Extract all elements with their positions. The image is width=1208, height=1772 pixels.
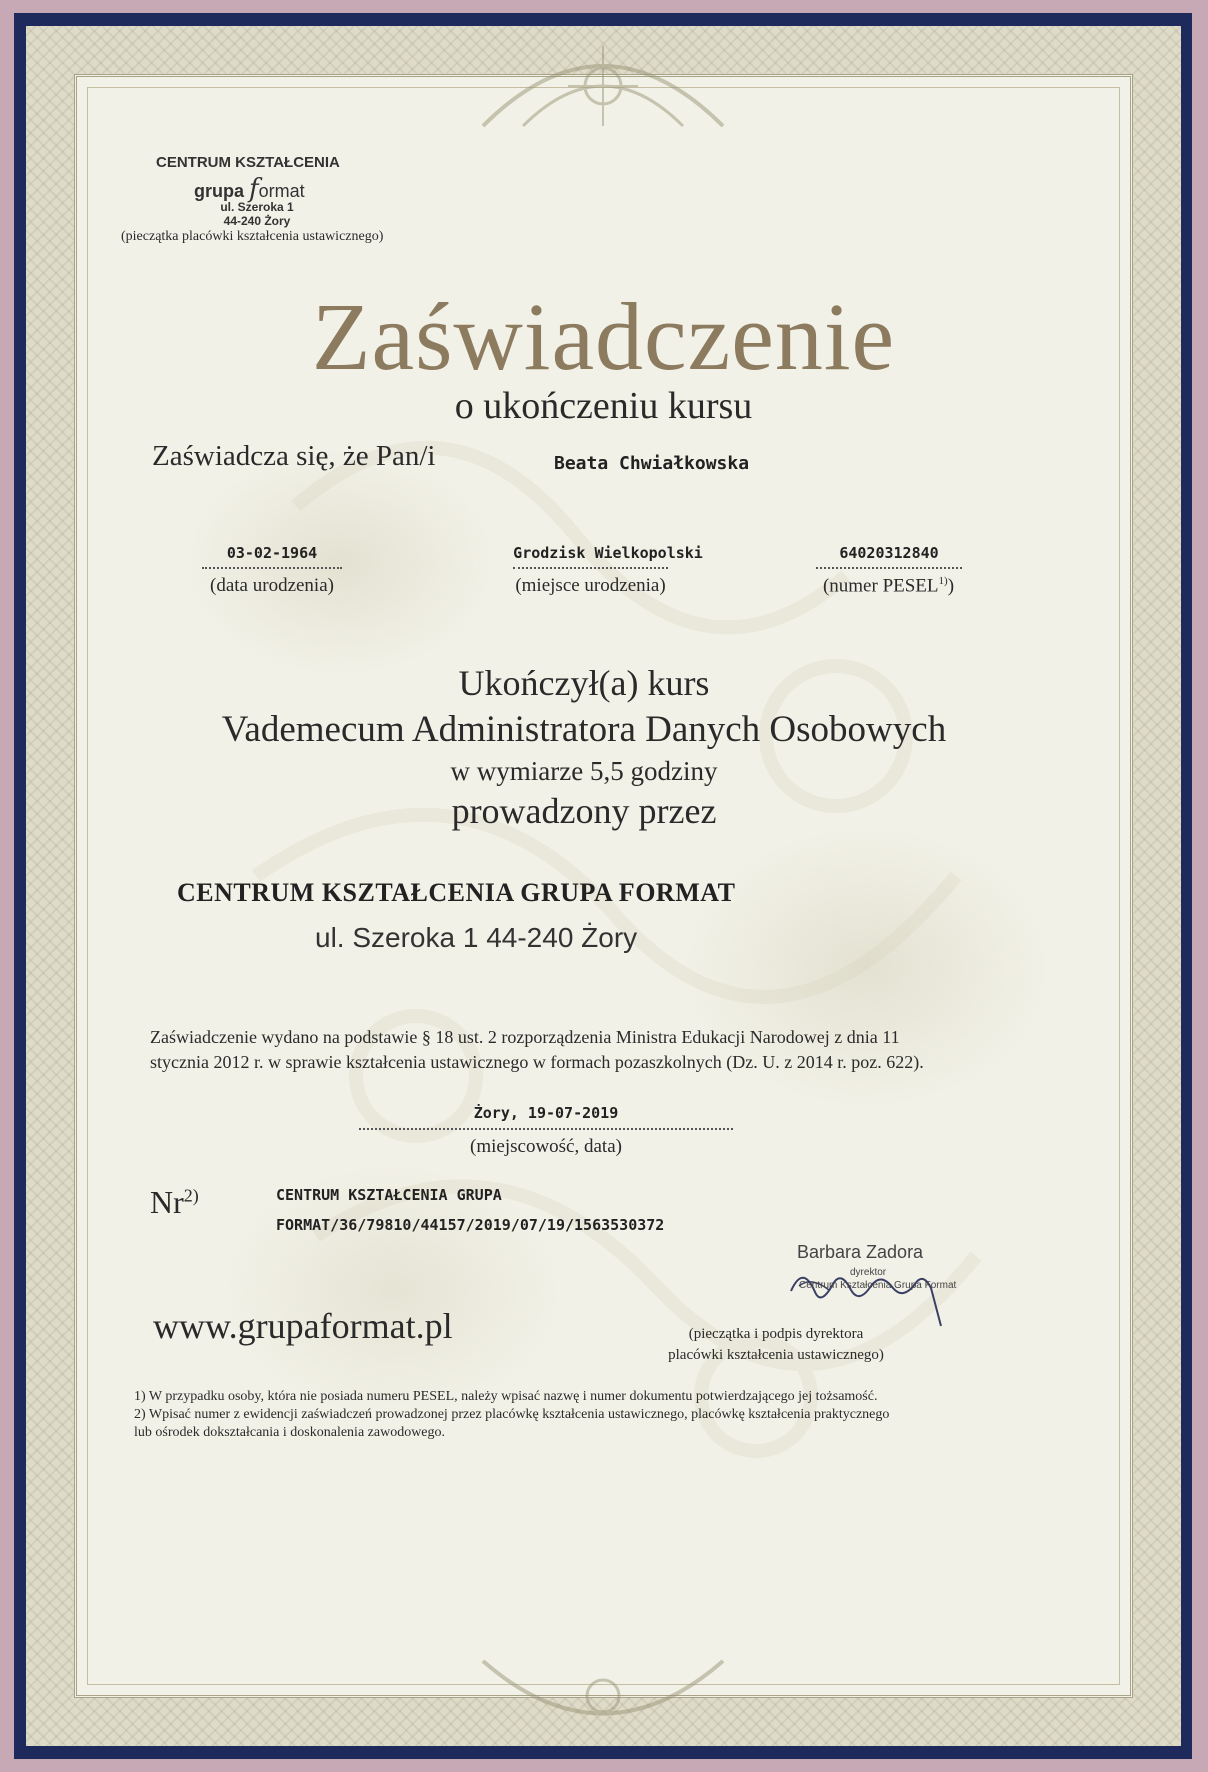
number-line2: FORMAT/36/79810/44157/2019/07/19/1563530372 — [276, 1216, 665, 1234]
number-line1: CENTRUM KSZTAŁCENIA GRUPA — [276, 1186, 502, 1204]
certificate-title: Zaświadczenie — [311, 283, 896, 390]
pesel-label-text: (numer PESEL — [822, 575, 939, 597]
completed-text: Ukończył(a) kurs — [458, 663, 710, 703]
stamp-brand-suffix: ormat — [258, 181, 305, 201]
number-label — [150, 1184, 199, 1221]
birth-place-dotline — [513, 567, 668, 569]
intro-text: Zaświadcza się, że Pan/i — [152, 440, 436, 472]
birth-date-dotline — [202, 567, 342, 569]
legal-basis-line1: Zaświadczenie wydano na podstawie § 18 ust. 2 rozporządzenia Ministra Edukacji Narodowej z dnia 11 — [150, 1027, 900, 1047]
certificate-paper — [26, 26, 1181, 1746]
provider-name: CENTRUM KSZTAŁCENIA GRUPA FORMAT — [177, 878, 736, 907]
pesel-value: 64020312840 — [839, 544, 939, 562]
footnote-2-line2: lub ośrodek dokształcania i doskonalenia zawodowego. — [134, 1425, 446, 1440]
number-footnote-ref: 2) — [183, 1185, 199, 1206]
birth-date-label: (data urodzenia) — [210, 575, 334, 596]
bottom-ornament-icon — [473, 1656, 733, 1746]
certificate-subtitle: o ukończeniu kursu — [454, 385, 753, 427]
person-name: Beata Chwiałkowska — [554, 453, 750, 474]
signature-name: Barbara Zadora — [797, 1242, 924, 1262]
stamp-center-name: CENTRUM KSZTAŁCENIA — [156, 154, 340, 171]
course-name: Vademecum Administratora Danych Osobowych — [221, 709, 947, 750]
birth-place-label: (miejsce urodzenia) — [515, 575, 666, 596]
stamp-brand-prefix: grupa — [194, 181, 245, 201]
birth-date-value: 03-02-1964 — [226, 544, 318, 562]
birth-place-value: Grodzisk Wielkopolski — [513, 544, 703, 562]
stamp-brand-f: f — [249, 174, 259, 204]
course-duration: w wymiarze 5,5 godziny — [450, 756, 718, 786]
signature-role: dyrektor — [850, 1267, 887, 1278]
stamp-city: 44-240 Żory — [223, 214, 291, 228]
signature-org: Centrum Kształcenia Grupa Format — [799, 1280, 957, 1291]
conducted-by-text: prowadzony przez — [451, 791, 717, 831]
issue-place-date: Żory, 19-07-2019 — [473, 1104, 619, 1122]
number-label-text: Nr — [150, 1184, 184, 1220]
pesel-footnote-ref: 1) — [938, 575, 948, 587]
issue-dotline — [359, 1128, 733, 1130]
legal-basis-line2: stycznia 2012 r. w sprawie kształcenia ustawicznego w formach pozaszkolnych (Dz. U. z 2014 r. poz. 622). — [150, 1052, 924, 1072]
top-ornament-icon — [473, 26, 733, 136]
stamp-caption: (pieczątka placówki kształcenia ustawicznego) — [121, 229, 384, 244]
issue-label: (miejscowość, data) — [470, 1136, 622, 1157]
signature-caption-line1: (pieczątka i podpis dyrektora — [688, 1326, 864, 1342]
stamp-street: ul. Szeroka 1 — [220, 200, 294, 214]
provider-address: ul. Szeroka 1 44-240 Żory — [315, 922, 638, 953]
pesel-label — [796, 575, 981, 597]
footnote-2-line1: 2) Wpisać numer z ewidencji zaświadczeń prowadzonej przez placówkę kształcenia ustawicznego, placówkę kształcenia praktycznego — [134, 1407, 890, 1422]
pesel-dotline — [816, 567, 962, 569]
signature-caption-line2: placówki kształcenia ustawicznego) — [668, 1347, 884, 1363]
website: www.grupaformat.pl — [153, 1306, 453, 1346]
pesel-label-close: ) — [947, 575, 955, 597]
footnote-1: 1) W przypadku osoby, która nie posiada numeru PESEL, należy wpisać nazwę i numer dokumentu potwierdzającego jej tożsamość. — [134, 1389, 878, 1404]
